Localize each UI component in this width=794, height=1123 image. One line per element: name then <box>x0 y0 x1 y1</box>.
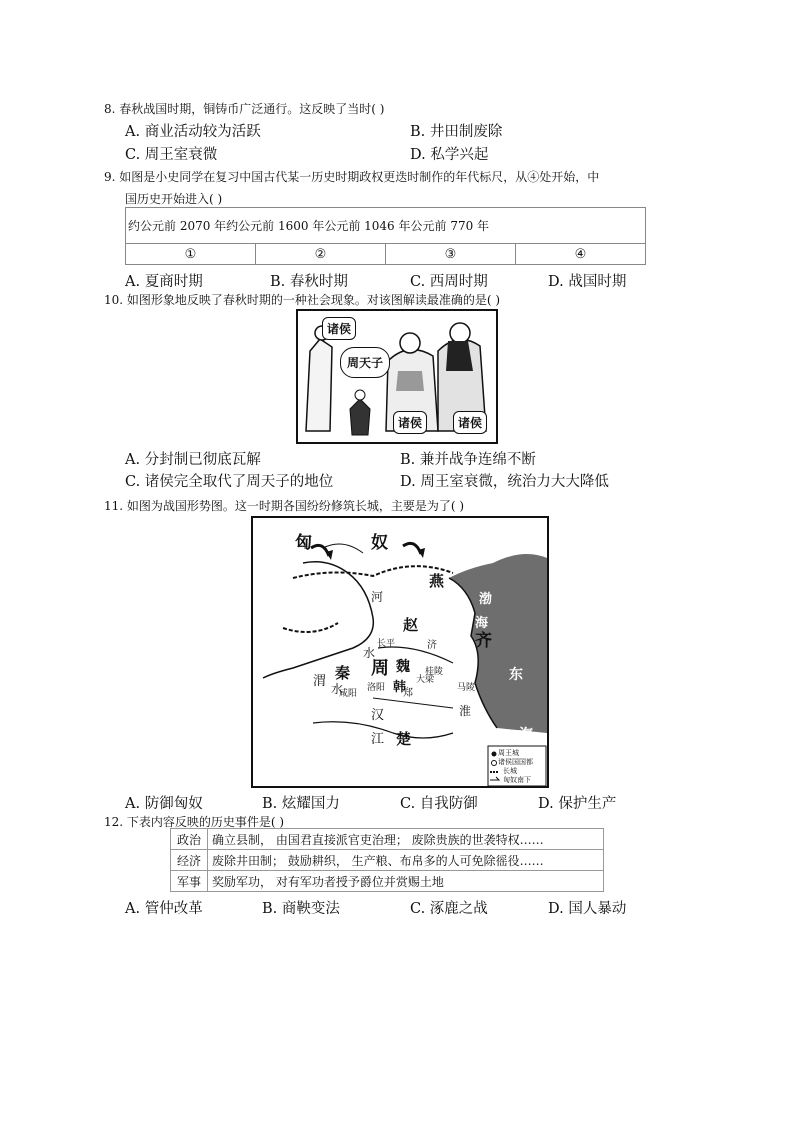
map-label-xiongnu-1: 匈 <box>295 533 312 553</box>
table-value-economy: 废除井田制； 鼓励耕织， 生产粮、布帛多的人可免除徭役…… <box>208 850 604 871</box>
map-label-xianyang: 咸阳 <box>339 689 358 699</box>
table-key-politics: 政治 <box>171 829 208 850</box>
map-label-yan: 燕 <box>429 572 445 590</box>
legend-zhou-capital: 周王城 <box>498 749 519 757</box>
q8-option-c[interactable]: C. 周王室衰微 <box>125 147 218 163</box>
map-label-changping: 长平 <box>377 639 396 649</box>
q12-stem: 12. 下表内容反映的历史事件是( ) <box>104 815 285 829</box>
cartoon-label-lord-bottom-left: 诸侯 <box>393 411 427 434</box>
map-label-guiling: 桂陵 <box>425 667 444 677</box>
cartoon-label-lord-top: 诸侯 <box>322 317 356 340</box>
map-label-chu: 楚 <box>396 730 412 748</box>
timeline-years: 约公元前 2070 年约公元前 1600 年公元前 1046 年公元前 770 年 <box>126 208 646 244</box>
map-label-zhao: 赵 <box>403 616 419 634</box>
map-label-wei: 魏 <box>396 659 410 675</box>
q10-option-a[interactable]: A. 分封制已彻底瓦解 <box>125 452 261 468</box>
map-label-qin: 秦 <box>335 664 351 682</box>
q11-stem: 11. 如图为战国形势图。这一时期各国纷纷修筑长城，主要是为了( ) <box>104 499 465 513</box>
q8-option-b[interactable]: B. 井田制废除 <box>410 124 503 140</box>
q12-option-b[interactable]: B. 商鞅变法 <box>262 901 340 917</box>
q9-option-d[interactable]: D. 战国时期 <box>548 274 627 290</box>
cartoon-label-lord-bottom-right: 诸侯 <box>453 411 487 434</box>
legend-state-capital: 诸侯国国都 <box>498 758 533 766</box>
q9-stem-line2: 国历史开始进入( ) <box>125 192 223 206</box>
q9-option-c[interactable]: C. 西周时期 <box>410 274 488 290</box>
q11-option-c[interactable]: C. 自我防御 <box>400 796 478 812</box>
map-label-daliang: 大梁 <box>416 675 435 685</box>
map-label-zheng: 郑 <box>403 688 413 699</box>
legend-great-wall: 长城 <box>503 767 517 775</box>
q10-option-b[interactable]: B. 兼并战争连绵不断 <box>400 452 536 468</box>
q8-option-d[interactable]: D. 私学兴起 <box>410 147 489 163</box>
map-label-shui-1: 水 <box>363 646 376 660</box>
legend-xiongnu-south: 匈奴南下 <box>503 776 531 784</box>
timeline-mark-3: ③ <box>385 244 515 265</box>
q12-option-a[interactable]: A. 管仲改革 <box>125 901 203 917</box>
map-label-dong: 东 <box>509 667 523 683</box>
map-label-wei-river: 渭 <box>313 674 327 689</box>
timeline-mark-4: ④ <box>515 244 645 265</box>
map-label-bo: 渤 <box>479 592 493 607</box>
timeline-table <box>125 207 646 265</box>
table-key-economy: 经济 <box>171 850 208 871</box>
map-label-hai-1: 海 <box>475 616 489 631</box>
q10-option-d[interactable]: D. 周王室衰微，统治力大大降低 <box>400 474 609 490</box>
map-label-maling: 马陵 <box>457 683 476 693</box>
q11-option-d[interactable]: D. 保护生产 <box>538 796 617 812</box>
table-row <box>171 871 604 892</box>
table-value-politics: 确立县制， 由国君直接派官吏治理； 废除贵族的世袭特权…… <box>208 829 604 850</box>
q9-option-b[interactable]: B. 春秋时期 <box>270 274 348 290</box>
warring-states-map <box>251 516 549 788</box>
timeline-mark-2: ② <box>255 244 385 265</box>
map-label-hai-2: 海 <box>519 727 533 743</box>
q8-stem: 8. 春秋战国时期，铜铸币广泛通行。这反映了当时( ) <box>104 102 385 116</box>
map-label-zhou: 周 <box>371 658 389 679</box>
q9-option-a[interactable]: A. 夏商时期 <box>125 274 203 290</box>
q8-option-a[interactable]: A. 商业活动较为活跃 <box>125 124 261 140</box>
q12-option-c[interactable]: C. 涿鹿之战 <box>410 901 488 917</box>
q9-stem-line1: 9. 如图是小史同学在复习中国古代某一历史时期政权更迭时制作的年代标尺，从④处开始，中 <box>104 170 600 184</box>
q11-option-b[interactable]: B. 炫耀国力 <box>262 796 340 812</box>
q11-option-a[interactable]: A. 防御匈奴 <box>125 796 203 812</box>
table-value-military: 奖励军功， 对有军功者授予爵位并赏赐土地 <box>208 871 604 892</box>
map-label-luoyang: 洛阳 <box>367 683 386 693</box>
cartoon-label-king: 周天子 <box>340 347 390 378</box>
table-key-military: 军事 <box>171 871 208 892</box>
q12-option-d[interactable]: D. 国人暴动 <box>548 901 627 917</box>
q10-stem: 10. 如图形象地反映了春秋时期的一种社会现象。对该图解读最准确的是( ) <box>104 293 501 307</box>
map-label-ji: 济 <box>427 640 437 651</box>
reform-table <box>170 828 604 892</box>
table-row <box>171 829 604 850</box>
timeline-mark-1: ① <box>126 244 256 265</box>
map-label-han-river: 汉 <box>371 708 385 723</box>
map-label-he: 河 <box>371 590 384 604</box>
map-label-huai: 淮 <box>459 704 472 718</box>
map-label-qi: 齐 <box>475 631 492 651</box>
table-row <box>171 850 604 871</box>
map-label-shui-2: 水 <box>331 682 344 696</box>
q10-option-c[interactable]: C. 诸侯完全取代了周天子的地位 <box>125 474 334 490</box>
map-label-han: 韩 <box>393 680 407 695</box>
cartoon-figure <box>296 309 498 444</box>
map-label-jiang: 江 <box>371 732 385 747</box>
map-label-xiongnu-2: 奴 <box>371 533 388 553</box>
